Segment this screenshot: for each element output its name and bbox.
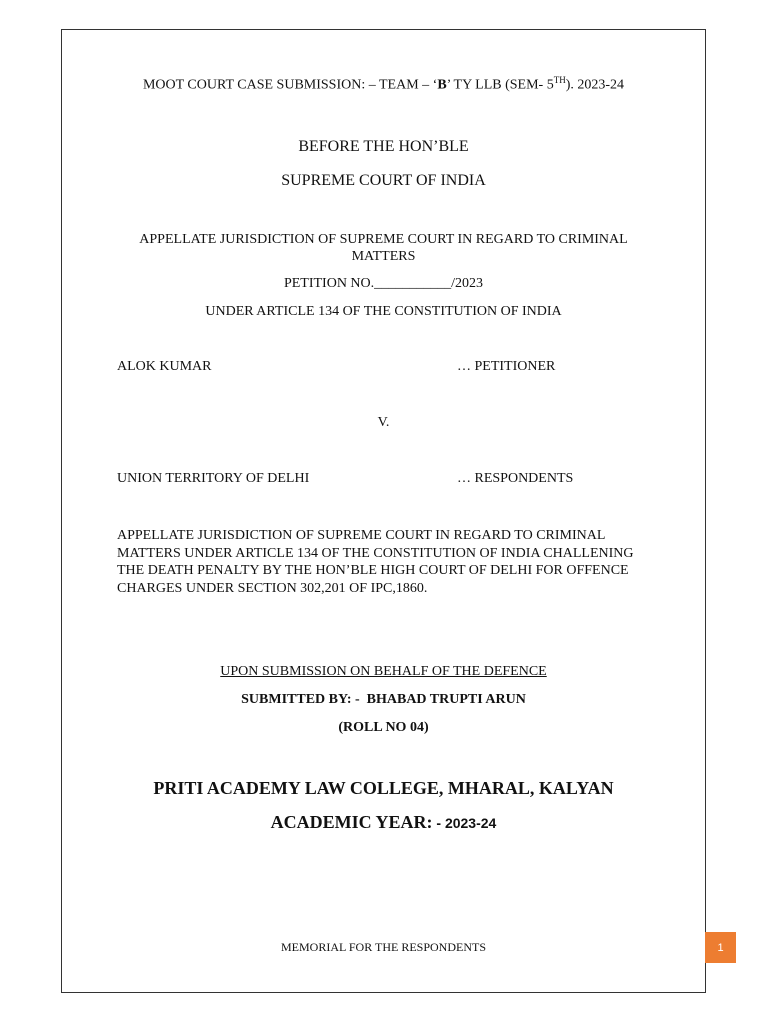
header-prefix: MOOT COURT CASE SUBMISSION: – TEAM – ‘ <box>142 77 438 93</box>
header-suffix: ). 2023-24 <box>565 77 625 93</box>
footer-memorial: MEMORIAL FOR THE RESPONDENTS <box>280 940 487 954</box>
page-number: 1 <box>717 941 724 954</box>
page-number-badge <box>705 932 736 963</box>
roll-number: (ROLL NO 04) <box>338 720 429 735</box>
petitioner-role: … PETITIONER <box>457 359 556 374</box>
petition-number: PETITION NO.___________/2023 <box>283 276 484 291</box>
petitioner-name: ALOK KUMAR <box>117 359 212 374</box>
respondent-role: … RESPONDENTS <box>457 471 574 486</box>
respondent-name: UNION TERRITORY OF DELHI <box>117 471 310 486</box>
academic-year <box>61 812 706 833</box>
defence-submission-text: UPON SUBMISSION ON BEHALF OF THE DEFENCE <box>220 664 547 679</box>
academic-year-label: ACADEMIC YEAR: <box>270 812 433 832</box>
court-line-1: BEFORE THE HON’BLE <box>298 138 469 155</box>
case-description: APPELLATE JURISDICTION OF SUPREME COURT IN REGARD TO CRIMINAL MATTERS UNDER ARTICLE 134 OF THE CONSTITUTION OF INDIA CHALLENING THE DEATH PENALTY BY THE HON’BLE HIGH COURT OF DELHI FOR OFFENCE CHARGES UNDER SECTION 302,201 OF IPC,1860. <box>117 528 634 596</box>
submission-header <box>61 75 706 94</box>
jurisdiction-heading: APPELLATE JURISDICTION OF SUPREME COURT IN REGARD TO CRIMINAL MATTERS <box>139 232 628 264</box>
header-sup: TH <box>553 75 566 85</box>
court-line-2: SUPREME COURT OF INDIA <box>281 172 486 189</box>
academic-year-dash: - <box>432 815 445 831</box>
versus: V. <box>377 415 390 430</box>
header-mid: ’ TY LLB (SEM- 5 <box>446 77 554 93</box>
constitution-article: UNDER ARTICLE 134 OF THE CONSTITUTION OF INDIA <box>205 304 562 319</box>
college-name: PRITI ACADEMY LAW COLLEGE, MHARAL, KALYAN <box>153 778 614 798</box>
header-team: B <box>437 77 447 93</box>
academic-year-value: 2023-24 <box>444 815 497 831</box>
submitted-by: SUBMITTED BY: - BHABAD TRUPTI ARUN <box>241 692 526 707</box>
defence-submission <box>61 664 706 680</box>
